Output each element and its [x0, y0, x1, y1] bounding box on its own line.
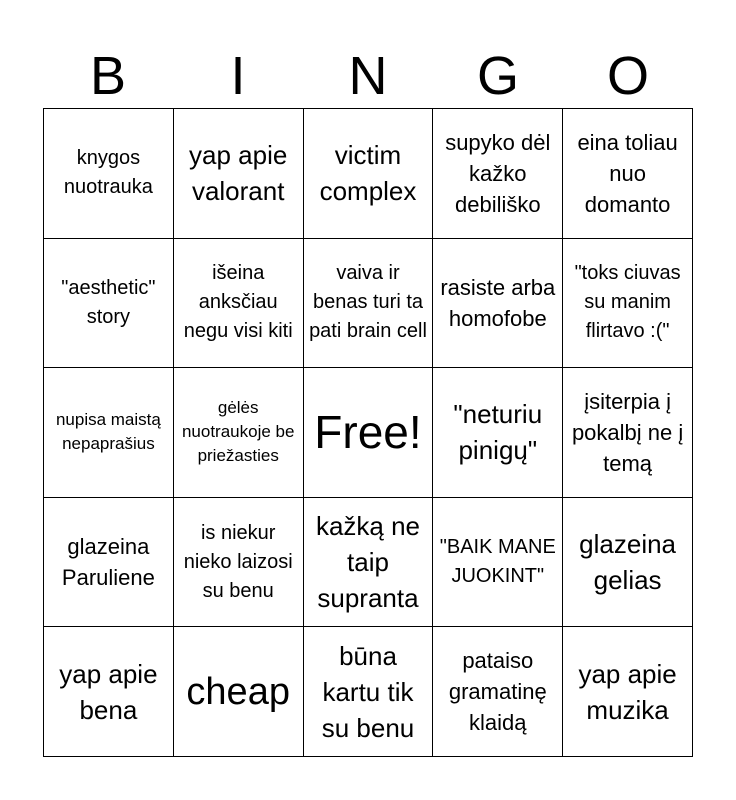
bingo-cell[interactable] [304, 498, 434, 628]
cell-text: "BAIK MANE JUOKINT" [439, 536, 556, 588]
bingo-cell[interactable] [174, 627, 304, 757]
cell-text: įsiterpia į pokalbį ne į temą [571, 388, 684, 476]
cell-text: knygos nuotrauka [63, 147, 153, 199]
cell-text: vaiva ir benas turi ta pati brain cell [309, 262, 427, 343]
bingo-cell[interactable] [433, 368, 563, 498]
cell-text: yap apie muzika [578, 658, 677, 725]
bingo-cell[interactable] [433, 109, 563, 239]
cell-text: gėlės nuotraukoje be priežasties [181, 398, 295, 466]
bingo-cell[interactable] [433, 239, 563, 369]
cell-text: nupisa maistą nepaprašius [55, 410, 161, 454]
cell-text: kažką ne taip supranta [315, 511, 421, 614]
free-space-cell[interactable] [304, 368, 434, 498]
header-letter-b: B [89, 46, 127, 106]
cell-text: is niekur nieko laizosi su benu [183, 521, 293, 602]
cell-text: supyko dėl kažko debiliško [445, 129, 551, 217]
bingo-cell[interactable] [44, 109, 174, 239]
bingo-cell[interactable] [174, 368, 304, 498]
cell-text: "neturiu pinigų" [453, 399, 543, 466]
bingo-cell[interactable] [304, 109, 434, 239]
header-letter-g: G [476, 46, 519, 106]
cell-text: cheap [186, 670, 290, 713]
bingo-cell[interactable] [433, 498, 563, 628]
bingo-cell[interactable] [174, 239, 304, 369]
bingo-cell[interactable] [304, 627, 434, 757]
header-letter-n: N [348, 46, 388, 106]
bingo-cell[interactable] [563, 368, 693, 498]
bingo-cell[interactable] [174, 498, 304, 628]
bingo-cell[interactable] [563, 109, 693, 239]
cell-text: yap apie bena [59, 658, 158, 725]
bingo-cell[interactable] [304, 239, 434, 369]
cell-text: "aesthetic" story [61, 276, 156, 328]
bingo-cell[interactable] [433, 627, 563, 757]
cell-text: rasiste arba homofobe [440, 274, 556, 331]
header-letter-o: O [606, 46, 649, 106]
bingo-cell[interactable] [563, 627, 693, 757]
cell-text: būna kartu tik su benu [321, 640, 415, 743]
bingo-cell[interactable] [44, 239, 174, 369]
bingo-cell[interactable] [174, 109, 304, 239]
cell-text: victim complex [319, 140, 417, 207]
cell-text: pataiso gramatinę klaidą [448, 648, 547, 736]
cell-text: yap apie valorant [189, 140, 288, 207]
bingo-cell[interactable] [44, 627, 174, 757]
cell-text: glazeina Paruliene [61, 534, 155, 591]
cell-text: eina toliau nuo domanto [577, 129, 678, 217]
cell-text: "toks ciuvas su manim flirtavo :(" [574, 262, 681, 343]
bingo-cell[interactable] [44, 368, 174, 498]
cell-text: glazeina gelias [579, 529, 677, 596]
bingo-board [43, 108, 693, 757]
header-letter-i: I [230, 46, 246, 106]
bingo-header [43, 44, 693, 108]
bingo-cell[interactable] [44, 498, 174, 628]
cell-text: išeina anksčiau negu visi kiti [183, 262, 293, 343]
free-space-label: Free! [314, 406, 422, 459]
bingo-cell[interactable] [563, 498, 693, 628]
bingo-cell[interactable] [563, 239, 693, 369]
